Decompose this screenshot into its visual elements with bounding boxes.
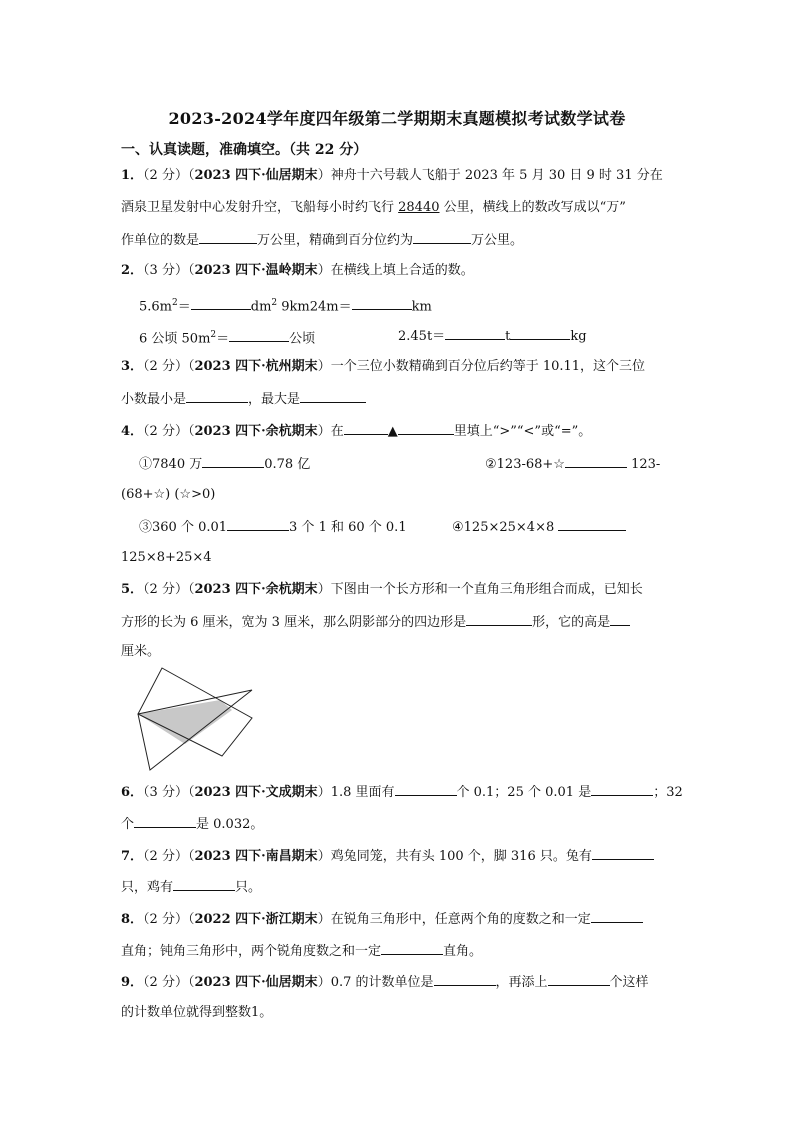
question-9-line-2: 的计数单位就得到整数1。 xyxy=(121,1005,273,1020)
answer-blank[interactable] xyxy=(413,229,471,244)
question-6-line-2: 个 是 0.032。 xyxy=(121,813,263,835)
answer-blank[interactable] xyxy=(591,908,643,923)
answer-blank[interactable] xyxy=(445,325,505,340)
answer-blank[interactable] xyxy=(591,781,653,796)
answer-blank[interactable] xyxy=(352,295,412,310)
question-8-line-2: 直角；钝角三角形中，两个锐角度数之和一定 直角。 xyxy=(121,940,482,962)
question-source: 2023 四下·余杭期末 xyxy=(194,424,318,439)
question-source: 2023 四下·南昌期末 xyxy=(194,849,318,864)
section-heading: 一、认真读题，准确填空。（共 22 分） xyxy=(121,142,368,158)
question-7-line-2: 只，鸡有 只。 xyxy=(121,876,261,898)
answer-blank[interactable] xyxy=(466,611,532,626)
question-1-line-3: 作单位的数是 万公里，精确到百分位约为 万公里。 xyxy=(121,229,523,251)
question-4-line-1: 4．（2 分）（2023 四下·余杭期末）在 ▲ 里填上“>”“<”或“=”。 xyxy=(121,420,591,442)
page-title: 2023-2024学年度四年级第二学期期末真题模拟考试数学试卷 xyxy=(168,109,626,128)
question-8-line-1: 8．（2 分）（2022 四下·浙江期末）在锐角三角形中，任意两个角的度数之和一定 xyxy=(121,908,643,930)
question-1-line-2: 酒泉卫星发射中心发射升空，飞船每小时约飞行 28440 公里，横线上的数改写成以“万” xyxy=(121,200,626,215)
question-1-line-1: 1．（2 分）（2023 四下·仙居期末）神舟十六号载人飞船于 2023 年 5 月 30 日 9 时 31 分在 xyxy=(121,168,663,183)
answer-blank[interactable] xyxy=(173,876,235,891)
question-5-line-1: 5．（2 分）（2023 四下·余杭期末）下图由一个长方形和一个直角三角形组合而成，已知长 xyxy=(121,582,643,597)
question-source: 2023 四下·温岭期末 xyxy=(194,263,318,278)
question-2-line-2: $5.6m^2= dm^2$ 9km24m＝ km xyxy=(139,293,432,317)
triangle-icon: ▲ xyxy=(387,424,398,439)
question-4-item-3: ③360 个 0.01 3 个 1 和 60 个 0.1 xyxy=(139,516,407,538)
answer-blank[interactable] xyxy=(227,516,289,531)
question-2-line-3: 6 公顷 $50m^2=$ 公顷 xyxy=(139,325,315,349)
question-3-line-1: 3．（2 分）（2023 四下·杭州期末）一个三位小数精确到百分位后约等于 10.11，这个三位 xyxy=(121,359,646,374)
answer-blank[interactable] xyxy=(558,516,626,531)
question-4-item-2: ②123-68+☆ 123- xyxy=(485,453,660,475)
question-9-line-1: 9．（2 分）（2023 四下·仙居期末）0.7 的计数单位是 ，再添上 个这样 xyxy=(121,971,649,993)
question-2-line-3-right: 2.45t＝ t kg xyxy=(398,325,587,347)
question-7-line-1: 7．（2 分）（2023 四下·南昌期末）鸡兔同笼，共有头 100 个，脚 316 只。兔有 xyxy=(121,845,654,867)
answer-blank[interactable] xyxy=(565,453,627,468)
answer-blank[interactable] xyxy=(191,295,251,310)
answer-blank[interactable] xyxy=(610,611,630,626)
answer-blank[interactable] xyxy=(548,971,610,986)
question-source: 2023 四下·杭州期末 xyxy=(194,359,318,374)
question-4-continuation-1: (68+☆) (☆>0) xyxy=(121,487,216,502)
answer-blank[interactable] xyxy=(300,388,366,403)
question-source: 2023 四下·文成期末 xyxy=(194,785,318,800)
question-source: 2023 四下·仙居期末 xyxy=(194,168,318,183)
question-5-line-3: 厘米。 xyxy=(121,644,161,659)
question-source: 2023 四下·余杭期末 xyxy=(194,582,318,597)
question-4-item-4: ④125×25×4×8 xyxy=(452,516,626,538)
question-source: 2023 四下·仙居期末 xyxy=(194,975,318,990)
underline-segment xyxy=(398,420,454,435)
question-4-continuation-2: 125×8+25×4 xyxy=(121,550,212,565)
question-3-line-2: 小数最小是 ，最大是 xyxy=(121,388,366,410)
answer-blank[interactable] xyxy=(229,327,289,342)
question-4-item-1: ①7840 万 0.78 亿 xyxy=(139,453,310,475)
question-6-line-1: 6．（3 分）（2023 四下·文成期末）1.8 里面有 个 0.1；25 个 0.01 是 ；32 xyxy=(121,781,683,803)
geometry-figure xyxy=(132,664,256,772)
question-2-line-1: 2．（3 分）（2023 四下·温岭期末）在横线上填上合适的数。 xyxy=(121,263,474,278)
question-source: 2022 四下·浙江期末 xyxy=(194,912,318,927)
answer-blank[interactable] xyxy=(186,388,248,403)
answer-blank[interactable] xyxy=(510,325,570,340)
answer-blank[interactable] xyxy=(592,845,654,860)
answer-blank[interactable] xyxy=(134,813,196,828)
question-5-line-2: 方形的长为 6 厘米，宽为 3 厘米，那么阴影部分的四边形是 形，它的高是 xyxy=(121,611,630,633)
underline-segment xyxy=(344,420,388,435)
answer-blank[interactable] xyxy=(202,453,264,468)
answer-blank[interactable] xyxy=(434,971,496,986)
answer-blank[interactable] xyxy=(395,781,457,796)
underlined-number: 28440 xyxy=(398,200,440,215)
answer-blank[interactable] xyxy=(381,940,443,955)
answer-blank[interactable] xyxy=(199,229,257,244)
